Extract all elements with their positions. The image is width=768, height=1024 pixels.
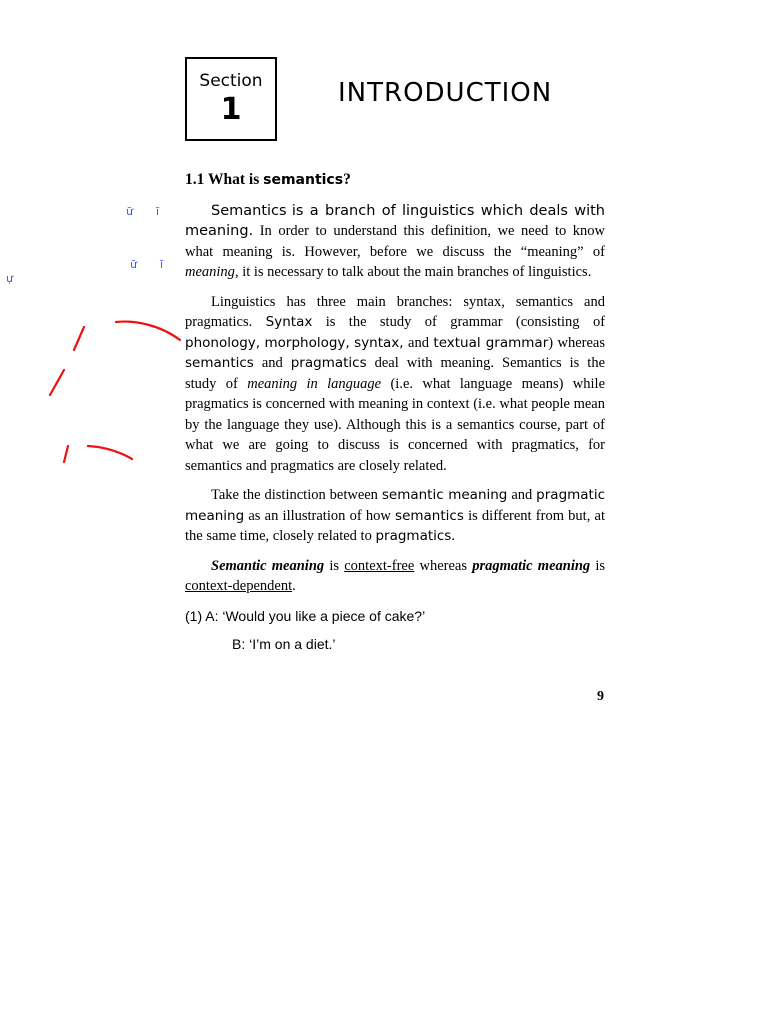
p4-is-1: is <box>329 557 340 574</box>
p3-semantic-meaning: semantic meaning <box>381 487 508 503</box>
p2-text-1: Linguistics has three main branches: syntax, semantics and pragmatics. <box>185 293 605 330</box>
p3-text-4: is different from but, at the same time, closely related to <box>185 507 605 544</box>
paragraph-4 <box>185 556 605 597</box>
red-pen-stroke <box>50 370 64 395</box>
paragraph-1 <box>185 201 605 283</box>
p2-syntax-2: syntax, <box>354 334 404 351</box>
p3-pragmatics: pragmatics <box>375 528 452 544</box>
p3-pragmatic-meaning: pragmatic meaning <box>185 487 606 524</box>
chapter-title: INTRODUCTION <box>338 78 553 108</box>
p1-sentence-1: is a branch of linguistics which deals with meaning. <box>185 202 605 239</box>
p4-whereas: whereas <box>419 557 467 574</box>
p3-text-1: Take the distinction between <box>211 487 378 503</box>
body-text <box>185 170 605 663</box>
p1-sentence-3: , it is necessary to talk about the main branches of linguistics. <box>234 264 592 280</box>
p2-morphology: morphology, <box>264 334 350 351</box>
margin-note: ữ <box>126 205 133 218</box>
section-label: Section <box>199 71 263 91</box>
heading-qmark: ? <box>343 171 351 188</box>
p2-pragmatics: pragmatics <box>290 355 367 371</box>
p1-emphasis: meaning <box>185 264 235 280</box>
p3-semantics: semantics <box>395 507 464 524</box>
p4-period: . <box>292 578 296 594</box>
paragraph-3 <box>185 485 605 547</box>
margin-note: ự <box>6 272 13 285</box>
p3-text-3: as an illustration of how <box>248 507 391 524</box>
p1-sentence-2: In order to understand this definition, we need to know what meaning is. However, before we discuss the “meaning” of <box>185 223 606 260</box>
paragraph-2 <box>185 292 605 477</box>
subsection-heading <box>185 170 605 191</box>
p2-and-2: and <box>261 355 283 371</box>
p2-syntax: Syntax <box>265 314 313 330</box>
red-pen-stroke <box>88 446 132 459</box>
p1-term: Semantics <box>211 202 287 219</box>
p4-context-dependent: context-dependent <box>185 578 293 594</box>
p2-text-3: ) whereas <box>548 334 606 351</box>
margin-note: ĩ <box>160 258 164 271</box>
p4-pragmatic-meaning: pragmatic meaning <box>472 557 591 574</box>
p2-and-1: and <box>408 334 429 351</box>
p2-phonology: phonology, <box>185 334 261 351</box>
p2-emphasis: meaning in language <box>247 375 382 392</box>
p4-is-2: is <box>595 557 606 574</box>
p2-semantics: semantics <box>185 355 254 371</box>
red-pen-stroke <box>74 327 84 350</box>
p2-text-2: is the study of grammar (consisting of <box>325 314 606 330</box>
heading-number: 1.1 <box>185 171 205 188</box>
p2-text-4: deal with meaning. Semantics is the study of <box>185 355 605 392</box>
red-pen-stroke <box>64 446 68 462</box>
p4-semantic-meaning: Semantic meaning <box>211 557 325 574</box>
p4-context-free: context-free <box>344 557 415 574</box>
section-box <box>185 57 277 141</box>
example-line-b: B: ‘I’m on a diet.’ <box>232 636 336 652</box>
margin-note: ĩ <box>156 205 160 218</box>
heading-text: What is <box>207 171 260 188</box>
p3-text-5: . <box>451 528 455 544</box>
p2-text-5: (i.e. what language means) while pragmatics is concerned with meaning in context (i.e. what people mean by the language they use). Although this is a semantics course, part of what we are going to discuss is concerned with pragmatics, for semantics and pragmatics are closely related. <box>185 375 606 474</box>
margin-note: ữ <box>130 258 137 271</box>
section-number: 1 <box>220 92 242 127</box>
red-pen-stroke <box>116 322 180 340</box>
p2-textual-grammar: textual grammar <box>433 334 549 351</box>
p3-text-2: and <box>511 487 533 503</box>
example-line-a: (1) A: ‘Would you like a piece of cake?’ <box>185 607 426 624</box>
heading-term: semantics <box>263 172 344 188</box>
page-number: 9 <box>597 689 604 704</box>
